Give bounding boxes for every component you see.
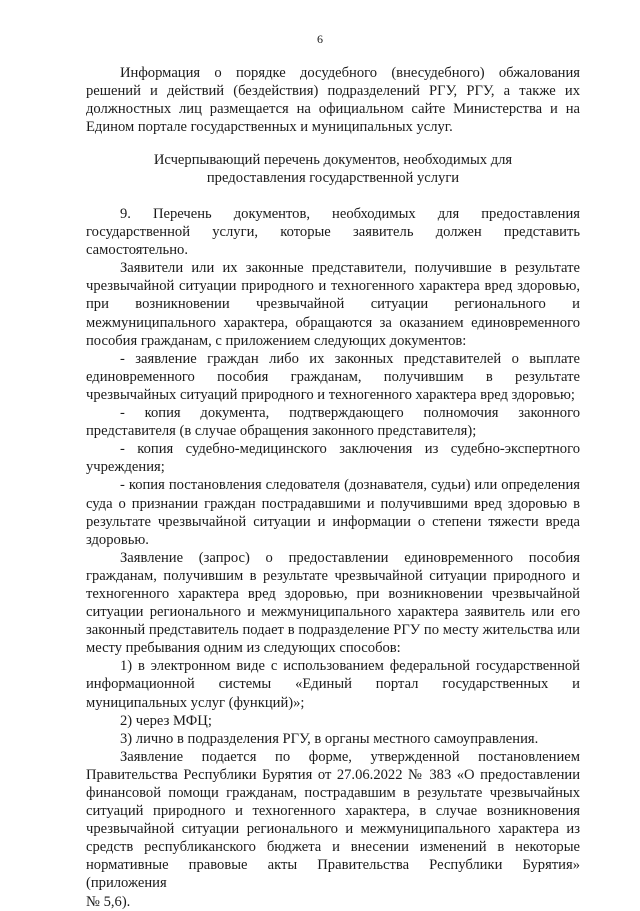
page-number: 6: [317, 32, 323, 46]
final-line: Правительства Республики Бурятия от 27.06.2022 № 383 «О предоставлении: [86, 766, 580, 783]
final-line: Заявление подается по форме, утвержденной постановлением: [120, 748, 580, 765]
final-line: чрезвычайной ситуации регионального и межмуниципального характера из: [86, 821, 580, 838]
heading-line-2: предоставления государственной услуги: [206, 170, 460, 187]
paragraph: Заявление (запрос) о предоставлении единовременного пособия гражданам, получившим в результате чрезвычайной ситуации природного и техногенного характера вред здоровью, при возникновении чрезвычайной ситуации регионального и межмуниципального характера заявитель или его законный представитель подает в подразделение РГУ по месту жительства или месту пребывания одним из следующих способов:: [86, 549, 580, 657]
final-line: финансовой помощи гражданам, пострадавшим в результате чрезвычайных: [86, 785, 580, 801]
final-line: нормативные правовые акты Правительства Республики Бурятия» (приложения: [86, 857, 580, 892]
list-item: - заявление граждан либо их законных представителей о выплате единовременного пособия гражданам, получившим в результате чрезвычайных ситуаций природного и техногенного характера вред здоровью;: [86, 350, 580, 403]
final-line: ситуаций природного и техногенного характера, в случае возникновения: [86, 803, 580, 820]
list-item: - копия судебно-медицинского заключения из судебно-экспертного учреждения;: [86, 441, 580, 476]
list-item: - копия документа, подтверждающего полномочия законного представителя (в случае обращения законного представителя);: [86, 405, 580, 440]
heading-line-1: Исчерпывающий перечень документов, необходимых для: [153, 152, 513, 168]
final-line: средств республиканского бюджета и внесении изменений в некоторые: [86, 839, 580, 856]
intro-paragraph: Информация о порядке досудебного (внесудебного) обжалования решений и действий (бездействия) подразделений РГУ, РГУ, а также их должностных лиц размещается на официальном сайте Министерства и на Едином портале государственных и муниципальных услуг.: [86, 65, 580, 136]
final-paragraph: [86, 748, 580, 911]
section-heading: [86, 151, 580, 188]
list-item: - копия постановления следователя (дознавателя, судьи) или определения суда о признании граждан пострадавшими и получившими вред здоровью в результате чрезвычайной ситуации и информации о степени тяжести вреда здоровью.: [86, 477, 580, 548]
list-item: 2) через МФЦ;: [120, 712, 212, 729]
list-item: 3) лично в подразделения РГУ, в органы местного самоуправления.: [120, 730, 539, 747]
list-item: 1) в электронном виде с использованием федеральной государственной информационной системы «Единый портал государственных и муниципальных услуг (функций)»;: [86, 658, 580, 711]
paragraph: 9. Перечень документов, необходимых для предоставления государственной услуги, которые заявитель должен представить самостоятельно.: [86, 206, 580, 259]
intro-block: [86, 64, 580, 136]
paragraph: Заявители или их законные представители, получившие в результате чрезвычайной ситуации природного и техногенного характера вред здоровью, при возникновении чрезвычайной ситуации регионального и межмуниципального характера, обращаются за оказанием единовременного пособия гражданам, с приложением следующих документов:: [86, 260, 580, 349]
main-text: [86, 205, 580, 911]
final-line: № 5,6).: [86, 893, 131, 910]
